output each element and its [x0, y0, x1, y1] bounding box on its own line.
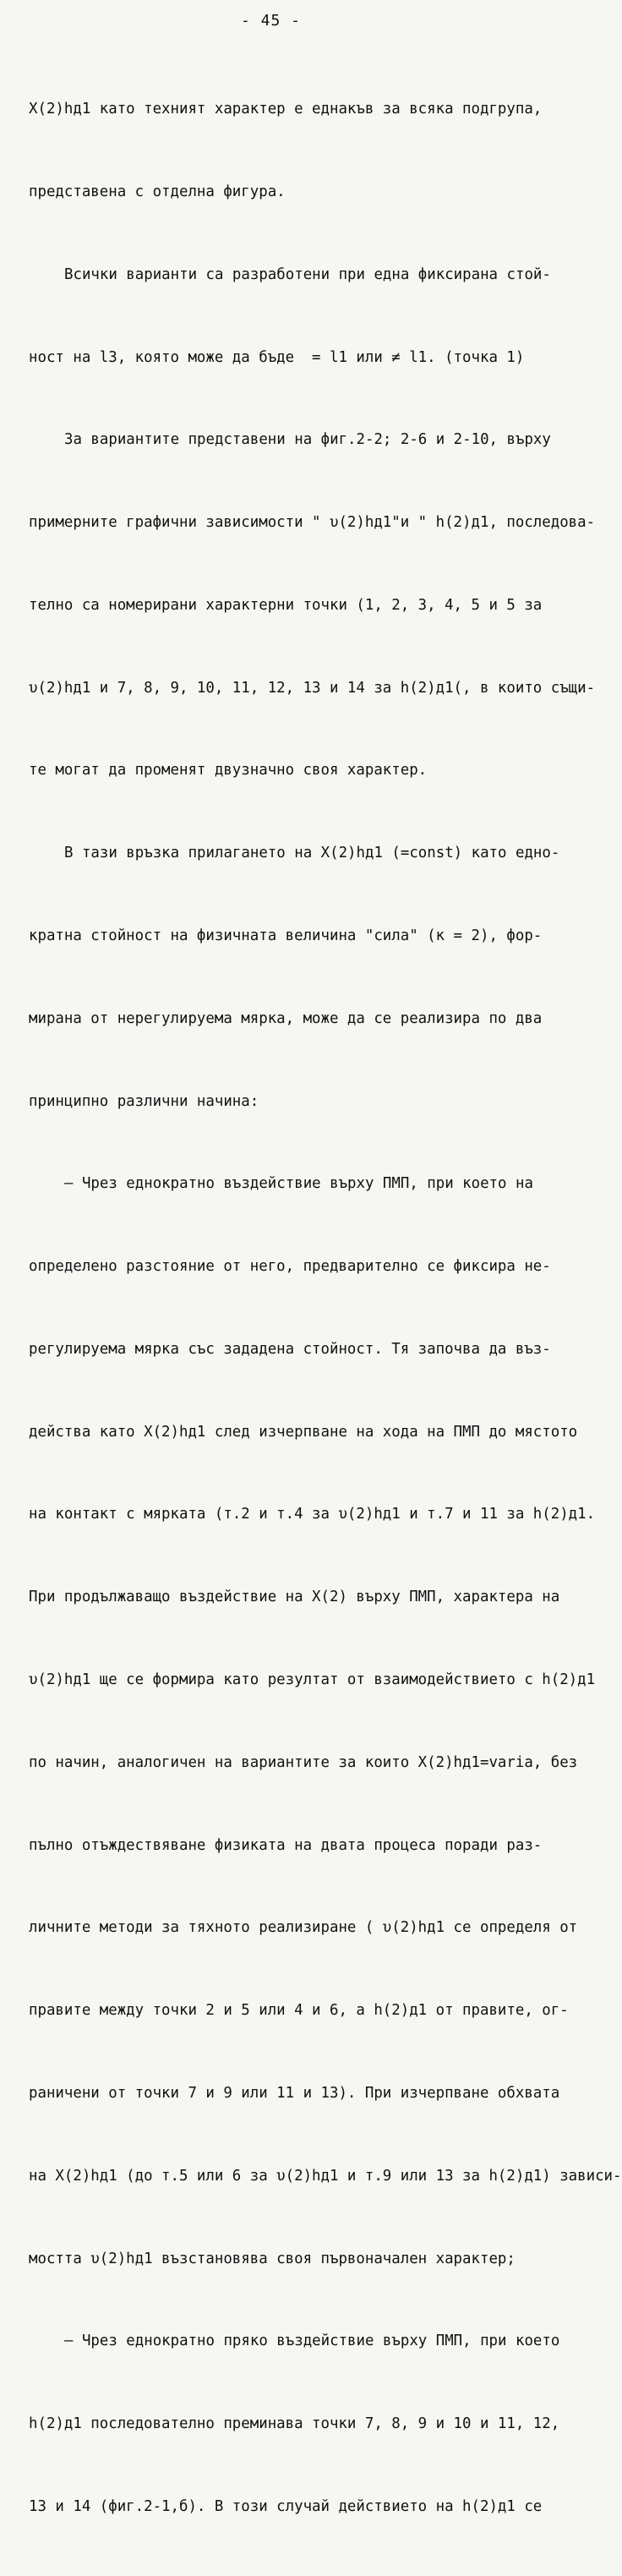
text-line: – Чрез еднократно въздействие върху ПМП, при което на [64, 1175, 533, 1193]
text-line: определено разстояние от него, предварително се фиксира не- [29, 1258, 551, 1276]
text-line: мостта υ(2)hд1 възстановява своя първоначален характер; [29, 2250, 516, 2267]
text-line: примерните графични зависимости " υ(2)hд1"и " h(2)д1, последова- [29, 514, 596, 532]
text-line: личните методи за тяхното реализиране ( υ(2)hд1 се определя от [29, 1919, 578, 1937]
text-line: те могат да променят двузначно своя характер. [29, 762, 428, 779]
text-line: раничени от точки 7 и 9 или 11 и 13). При изчерпване обхвата [29, 2084, 560, 2102]
text-line: υ(2)hд1 и 7, 8, 9, 10, 11, 12, 13 и 14 за h(2)д1(, в които същи- [29, 679, 596, 697]
text-line: h(2)д1 последователно преминава точки 7, 8, 9 и 10 и 11, 12, [29, 2415, 560, 2433]
text-line: Всички варианти са разработени при една фиксирана стой- [64, 265, 551, 283]
text-line: При продължаващо въздействие на X(2) върху ПМП, характера на [29, 1589, 560, 1606]
text-line: пълно отъждествяване физиката на двата процеса поради раз- [29, 1836, 543, 1854]
body-text [29, 41, 622, 2576]
text-line: В тази връзка прилагането на X(2)hд1 (=const) като едно- [64, 845, 560, 862]
text-line: υ(2)hд1 ще се формира като резултат от взаимодействието с h(2)д1 [29, 1671, 596, 1689]
text-line: За вариантите представени на фиг.2-2; 2-6 и 2-10, върху [64, 431, 551, 449]
text-line: мирана от нерегулируема мярка, може да се реализира по два [29, 1009, 543, 1027]
text-line: ност на l3, която може да бъде = l1 или ≠ l1. (точка 1) [29, 348, 525, 366]
text-line: кратна стойност на физичната величина "сила" (к = 2), фор- [29, 927, 543, 944]
text-line: на X(2)hд1 (до т.5 или 6 за υ(2)hд1 и т.9 или 13 за h(2)д1) зависи- [29, 2167, 622, 2185]
text-line: действа като X(2)hд1 след изчерпване на хода на ПМП до мястото [29, 1423, 578, 1441]
text-line: принципно различни начина: [29, 1092, 259, 1110]
text-line: на контакт с мярката (т.2 и т.4 за υ(2)hд1 и т.7 и 11 за h(2)д1. [29, 1506, 596, 1523]
text-line: телно са номерирани характерни точки (1, 2, 3, 4, 5 и 5 за [29, 596, 543, 614]
text-line: – Чрез еднократно пряко въздействие върху ПМП, при което [64, 2333, 560, 2350]
text-line: правите между точки 2 и 5 или 4 и 6, а h(2)д1 от правите, ог- [29, 2002, 569, 2020]
text-line: X(2)hд1 като техният характер е еднакъв за всяка подгрупа, [29, 101, 543, 118]
text-line: 13 и 14 (фиг.2-1,б). В този случай действието на h(2)д1 се [29, 2497, 543, 2515]
text-line: регулируема мярка със зададена стойност. Тя започва да въз- [29, 1340, 551, 1358]
text-line: по начин, аналогичен на вариантите за които X(2)hд1=varia, без [29, 1753, 578, 1771]
text-line: представена с отделна фигура. [29, 183, 286, 200]
page-number: - 45 - [240, 12, 302, 30]
